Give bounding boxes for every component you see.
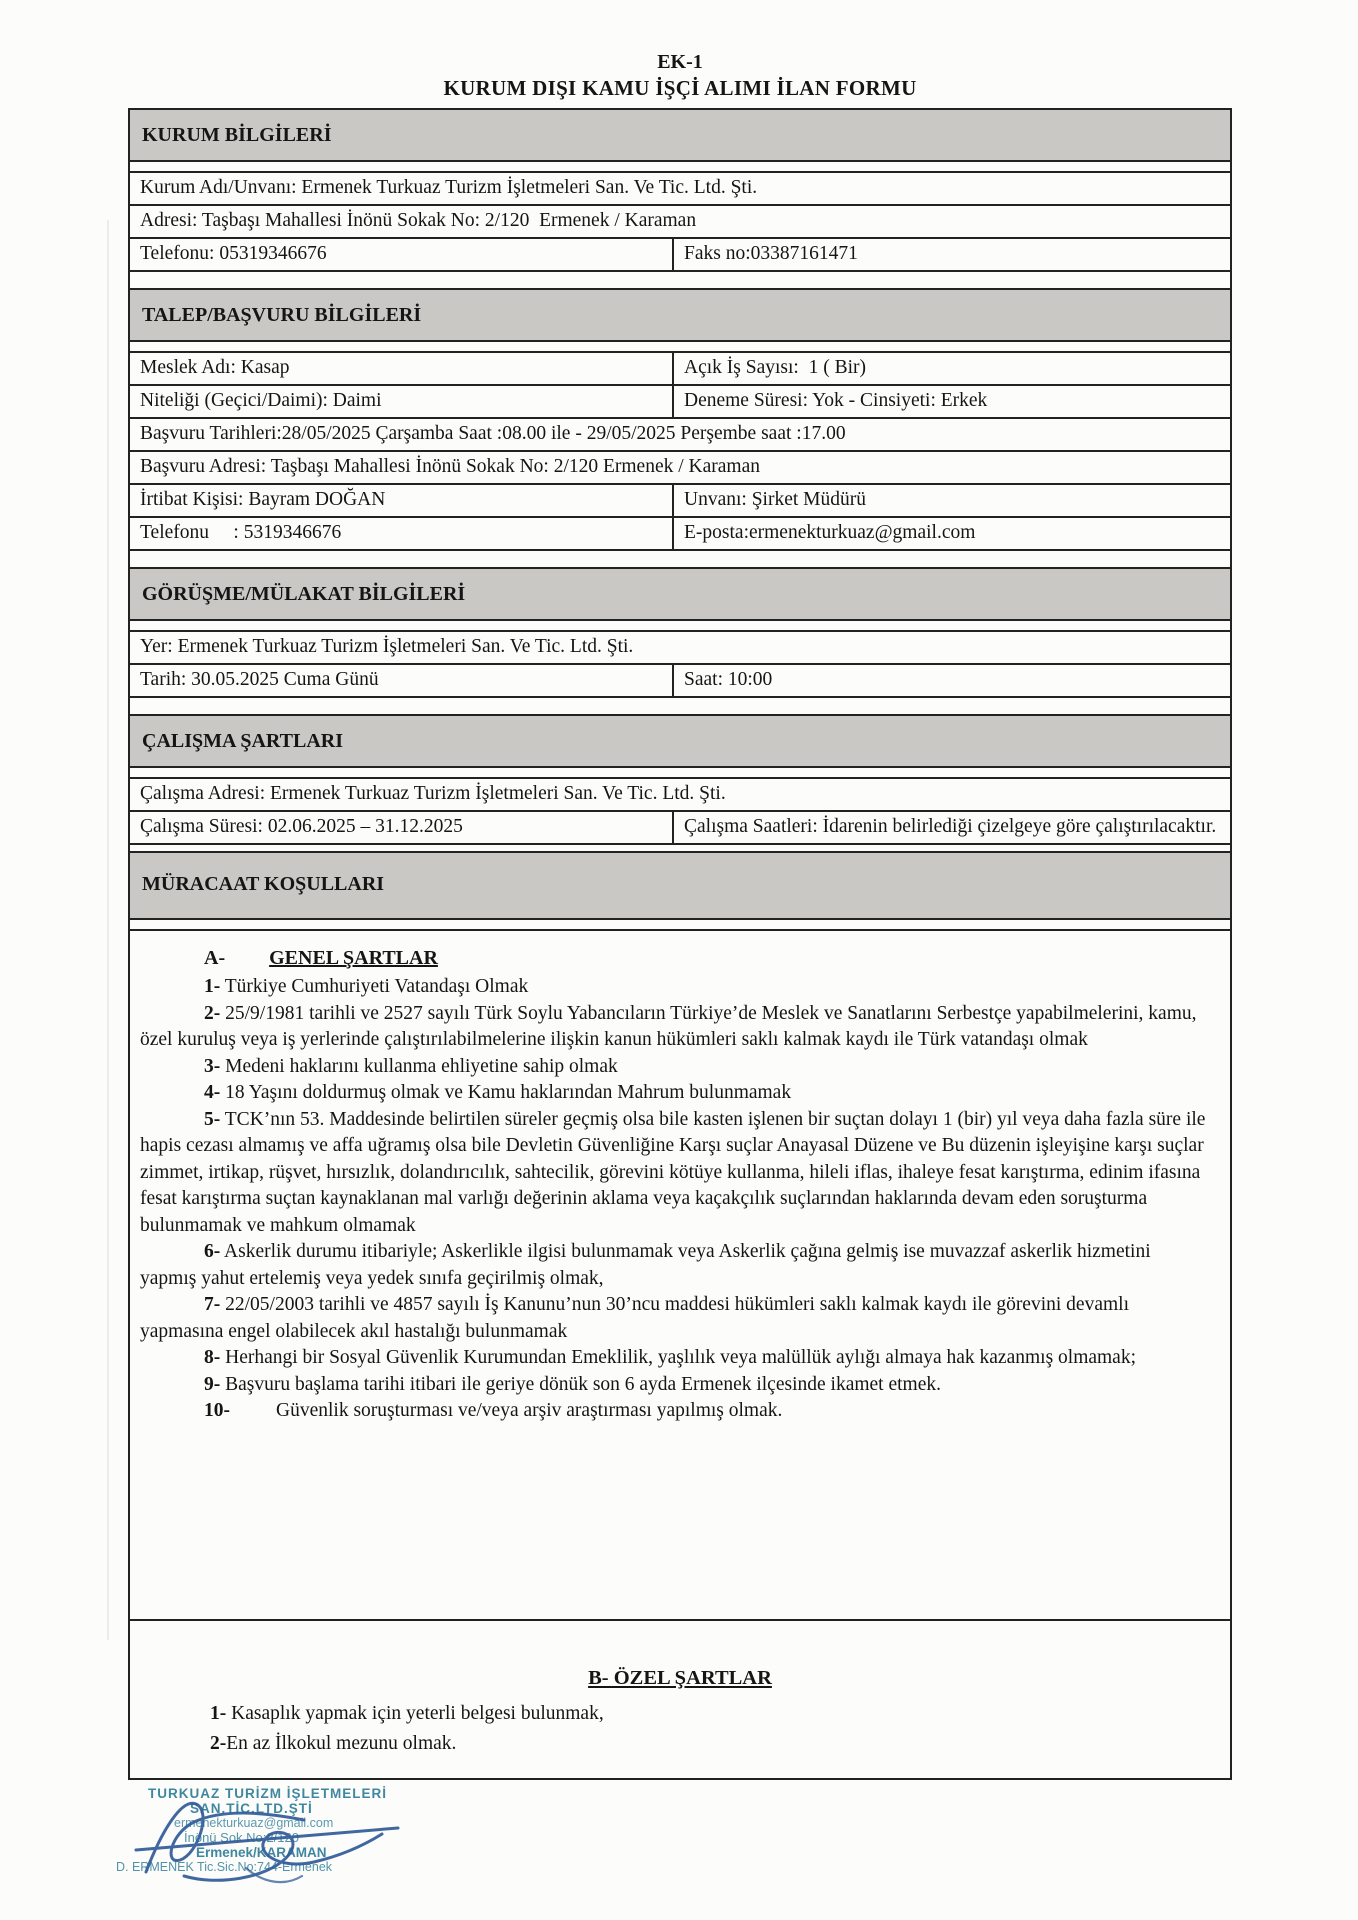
genel-sart-item-7 bbox=[140, 1292, 1210, 1345]
form-table bbox=[128, 108, 1232, 1780]
scan-artifact-line bbox=[107, 220, 109, 1640]
field-irtibat-kisisi: İrtibat Kişisi: Bayram DOĞAN bbox=[140, 489, 386, 511]
item-text: Türkiye Cumhuriyeti Vatandaşı Olmak bbox=[220, 976, 529, 998]
item-text: Herhangi bir Sosyal Güvenlik Kurumundan Emeklilik, yaşlılık veya malüllük aylığı almaya hak kazanmış olmamak; bbox=[220, 1347, 1137, 1369]
item-number: 7- bbox=[204, 1294, 221, 1316]
item-number: 3- bbox=[204, 1055, 221, 1077]
genel-sart-item-5 bbox=[140, 1107, 1210, 1240]
talep-rows bbox=[130, 351, 1230, 551]
stamp-line-registry: D. ERMENEK Tic.Sic.No:744-Ermenek bbox=[116, 1860, 333, 1874]
field-unvan: Unvanı: Şirket Müdürü bbox=[672, 485, 1230, 516]
item-text: 22/05/2003 tarihli ve 4857 sayılı İş Kanunu’nun 30’ncu maddesi hükümleri saklı kalmak kaydı ile görevini devamlı yapmasına engel olabilecek akıl hastalığı bulunmamak bbox=[140, 1294, 1129, 1342]
calisma-rows bbox=[130, 777, 1230, 845]
genel-sart-item-2 bbox=[140, 1001, 1210, 1054]
table-spacer bbox=[130, 768, 1230, 777]
item-text: TCK’nın 53. Maddesinde belirtilen süreler geçmiş olsa bile kasten işlenen bir suçtan dolayı 1 (bir) yıl veya daha fazla süre ile hapis cezası almamış ve affa uğramış olsa bile Devletin Güvenliğine Karşı suçlar Anayasal Düzene ve Bu düzenin işleyişine karşı suçlar zimmet, irtikap, rüşvet, hırsızlık, dolandırıcılık, sahtecilik, görevini kötüye kullanma, hileli iflas, ihaleye fesat karıştırma, edinim ifasına fesat karıştırma suçtan kaynaklanan mal varlığı değerinin aklama veya kaçakçılık suçlarından haklarında devam eden soruşturma bulunmamak ve mahkum olmamak bbox=[140, 1108, 1206, 1236]
item-number: 6- bbox=[204, 1241, 221, 1263]
item-number: 1- bbox=[210, 1703, 227, 1725]
section-header-talep-basvuru: TALEP/BAŞVURU BİLGİLERİ bbox=[130, 288, 1230, 342]
form-title: KURUM DIŞI KAMU İŞÇİ ALIMI İLAN FORMU bbox=[443, 76, 917, 100]
field-acik-is-sayisi: Açık İş Sayısı: 1 ( Bir) bbox=[672, 353, 1230, 384]
table-spacer bbox=[130, 162, 1230, 171]
stamp-line-address: İnönü Sok.No:2/120 bbox=[184, 1830, 299, 1845]
genel-sartlar-heading: GENEL ŞARTLAR bbox=[269, 947, 438, 970]
genel-sartlar-box bbox=[130, 929, 1230, 1619]
genel-sart-item-9 bbox=[140, 1372, 1210, 1399]
section-header-calisma-sartlari: ÇALIŞMA ŞARTLARI bbox=[130, 714, 1230, 768]
genel-sartlar-label: A- bbox=[204, 947, 226, 970]
item-text: En az İlkokul mezunu olmak. bbox=[226, 1733, 457, 1755]
table-spacer bbox=[130, 621, 1230, 630]
field-kurum-telefon: Telefonu: 05319346676 bbox=[140, 243, 327, 265]
item-number: 5- bbox=[204, 1108, 221, 1130]
field-deneme-suresi: Deneme Süresi: Yok - Cinsiyeti: Erkek bbox=[672, 386, 1230, 417]
field-nitelik: Niteliği (Geçici/Daimi): Daimi bbox=[140, 390, 382, 412]
ozel-sart-item-2 bbox=[210, 1730, 1214, 1757]
item-number: 2- bbox=[210, 1733, 227, 1755]
item-text: Medeni haklarını kullanma ehliyetine sahip olmak bbox=[220, 1055, 618, 1077]
field-kurum-adres: Adresi: Taşbaşı Mahallesi İnönü Sokak No: 2/120 Ermenek / Karaman bbox=[130, 206, 1230, 239]
ozel-sartlar-box bbox=[130, 1619, 1230, 1778]
item-number: 4- bbox=[204, 1082, 221, 1104]
stamp-line-company2: SAN.TİC.LTD.ŞTİ bbox=[190, 1801, 313, 1816]
field-gorusme-saat: Saat: 10:00 bbox=[672, 665, 1230, 696]
form-annex-label: EK-1 bbox=[657, 51, 703, 73]
table-spacer bbox=[130, 920, 1230, 929]
row-sure-saatler bbox=[130, 812, 1230, 845]
item-text: Güvenlik soruşturması ve/veya arşiv araştırması yapılmış olmak. bbox=[276, 1400, 783, 1422]
stamp-line-email: ermenekturkuaz@gmail.com bbox=[174, 1816, 334, 1830]
field-talep-telefon: Telefonu : 5319346676 bbox=[140, 522, 342, 544]
item-text: 25/9/1981 tarihli ve 2527 sayılı Türk Soylu Yabancıların Türkiye’de Meslek ve Sanatlarını Serbestçe yapabilmelerini, kamu, özel kuruluş veya iş yerlerinde çalıştırılabilmelerine ilişkin kanun hükümleri saklı kalmak kaydı ile Türk vatandaşı olmak bbox=[140, 1002, 1197, 1051]
table-spacer bbox=[130, 551, 1230, 567]
item-text: Başvuru başlama tarihi itibari ile geriye dönük son 6 ayda Ermenek ilçesinde ikamet etmek. bbox=[220, 1373, 941, 1395]
field-calisma-adresi: Çalışma Adresi: Ermenek Turkuaz Turizm İşletmeleri San. Ve Tic. Ltd. Şti. bbox=[130, 779, 1230, 812]
item-number: 10- bbox=[204, 1400, 230, 1422]
section-header-kurum-bilgileri: KURUM BİLGİLERİ bbox=[130, 110, 1230, 162]
field-kurum-adi: Kurum Adı/Unvanı: Ermenek Turkuaz Turizm İşletmeleri San. Ve Tic. Ltd. Şti. bbox=[130, 173, 1230, 206]
row-telefon-eposta bbox=[130, 518, 1230, 551]
field-kurum-faks: Faks no:03387161471 bbox=[672, 239, 1230, 270]
genel-sart-item-8 bbox=[140, 1345, 1210, 1372]
row-telefon-faks bbox=[130, 239, 1230, 272]
table-spacer bbox=[130, 698, 1230, 714]
row-tarih-saat bbox=[130, 665, 1230, 698]
genel-sart-item-6 bbox=[140, 1239, 1210, 1292]
stamp-line-city: Ermenek/KARAMAN bbox=[196, 1845, 327, 1860]
row-nitelik-deneme bbox=[130, 386, 1230, 419]
gorusme-rows bbox=[130, 630, 1230, 698]
section-header-gorusme-mulakat: GÖRÜŞME/MÜLAKAT BİLGİLERİ bbox=[130, 567, 1230, 621]
item-number: 1- bbox=[204, 976, 221, 998]
field-basvuru-tarihleri: Başvuru Tarihleri:28/05/2025 Çarşamba Saat :08.00 ile - 29/05/2025 Perşembe saat :17.00 bbox=[130, 419, 1230, 452]
row-meslek-acikis bbox=[130, 353, 1230, 386]
item-text: Kasaplık yapmak için yeterli belgesi bulunmak, bbox=[226, 1703, 604, 1725]
genel-sart-item-10 bbox=[140, 1398, 1210, 1425]
section-header-muracaat-kosullari: MÜRACAAT KOŞULLARI bbox=[130, 851, 1230, 920]
stamp-line-company: TURKUAZ TURİZM İŞLETMELERİ bbox=[148, 1786, 387, 1801]
row-irtibat-unvan bbox=[130, 485, 1230, 518]
item-number: 8- bbox=[204, 1347, 221, 1369]
field-meslek-adi: Meslek Adı: Kasap bbox=[140, 357, 290, 379]
genel-sart-item-3 bbox=[140, 1054, 1210, 1081]
field-gorusme-tarih: Tarih: 30.05.2025 Cuma Günü bbox=[140, 669, 379, 691]
form-title-block bbox=[128, 0, 1232, 102]
genel-sart-item-4 bbox=[140, 1080, 1210, 1107]
item-number: 9- bbox=[204, 1373, 221, 1395]
table-spacer bbox=[130, 272, 1230, 288]
ozel-sart-item-1 bbox=[210, 1700, 1214, 1727]
field-calisma-suresi: Çalışma Süresi: 02.06.2025 – 31.12.2025 bbox=[140, 816, 463, 838]
genel-sart-item-1 bbox=[140, 974, 1210, 1001]
genel-sartlar-title bbox=[204, 947, 1210, 970]
table-spacer bbox=[130, 342, 1230, 351]
field-eposta: E-posta:ermenekturkuaz@gmail.com bbox=[672, 518, 1230, 549]
field-gorusme-yer: Yer: Ermenek Turkuaz Turizm İşletmeleri San. Ve Tic. Ltd. Şti. bbox=[130, 632, 1230, 665]
field-basvuru-adresi: Başvuru Adresi: Taşbaşı Mahallesi İnönü Sokak No: 2/120 Ermenek / Karaman bbox=[130, 452, 1230, 485]
kurum-rows bbox=[130, 171, 1230, 272]
item-text: Askerlik durumu itibariyle; Askerlikle ilgisi bulunmamak veya Askerlik çağına gelmiş ise muvazzaf askerlik hizmetini yapmış yahut ertelemiş veya yedek sınıfa geçirilmiş olmak, bbox=[140, 1241, 1151, 1289]
item-number: 2- bbox=[204, 1002, 221, 1024]
field-calisma-saatleri: Çalışma Saatleri: İdarenin belirlediği çizelgeye göre çalıştırılacaktır. bbox=[672, 812, 1230, 843]
ozel-sartlar-heading: B- ÖZEL ŞARTLAR bbox=[588, 1667, 772, 1690]
item-text: 18 Yaşını doldurmuş olmak ve Kamu haklarından Mahrum bulunmamak bbox=[220, 1082, 792, 1104]
company-stamp bbox=[112, 1786, 492, 1874]
